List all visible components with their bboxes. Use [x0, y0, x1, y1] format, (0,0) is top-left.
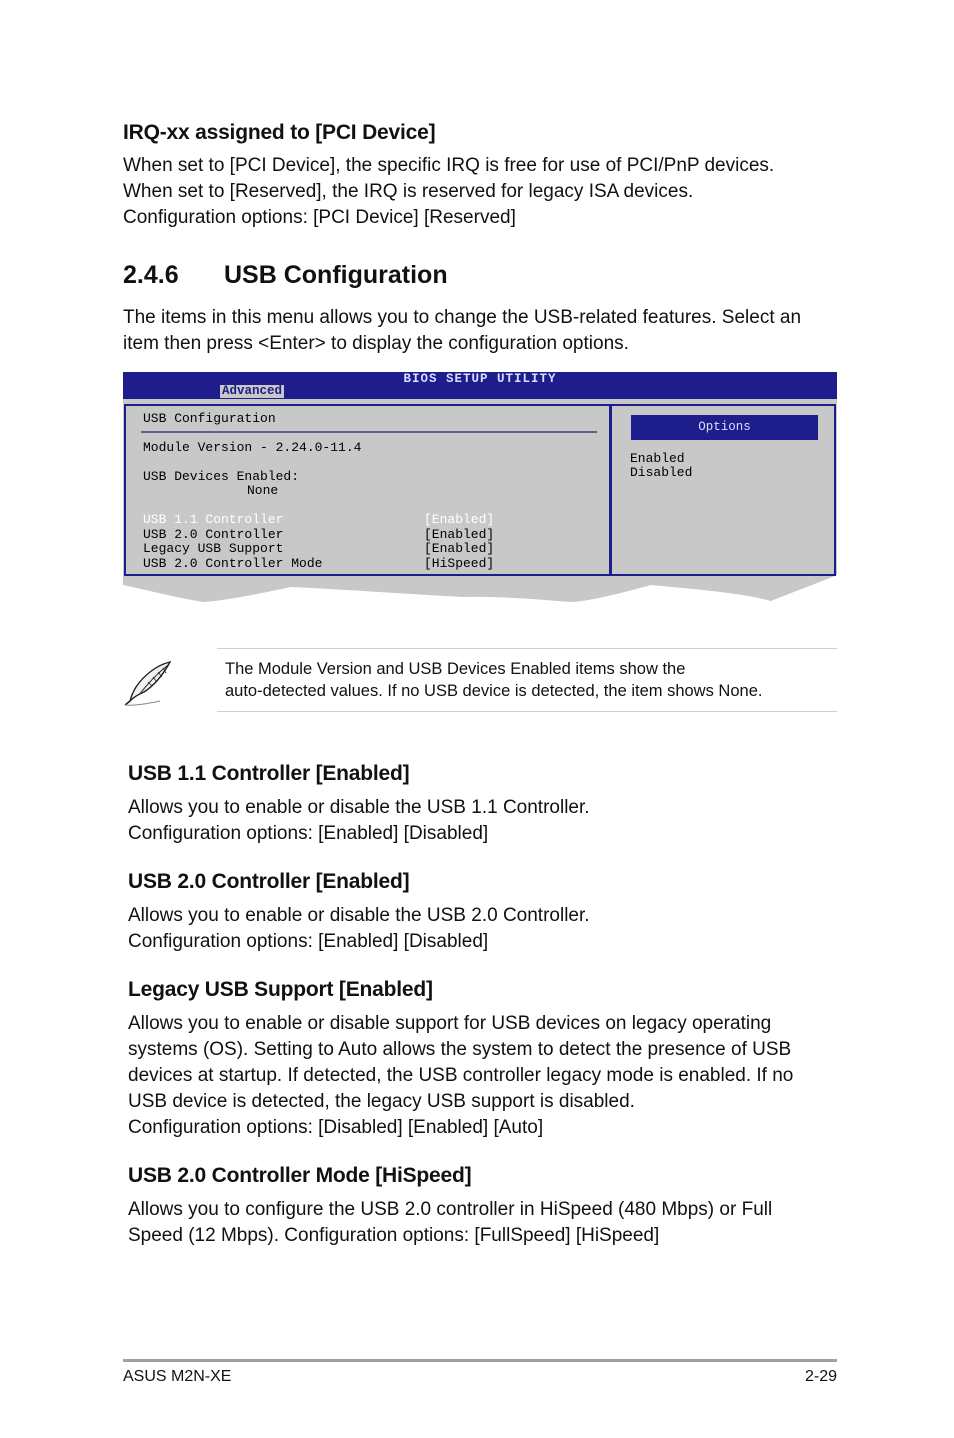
bios-item-mode-value[interactable]: [HiSpeed]	[424, 556, 495, 571]
bios-option-disabled[interactable]: Disabled	[630, 465, 693, 480]
footer-product: ASUS M2N-XE	[123, 1368, 232, 1385]
bios-item-usb20-label[interactable]: USB 2.0 Controller	[143, 527, 284, 542]
section-title: USB Configuration	[224, 261, 448, 289]
usb20-description	[128, 903, 590, 955]
section-number: 2.4.6	[123, 261, 179, 289]
irq-line: When set to [PCI Device], the specific IRQ is free for use of PCI/PnP devices.	[123, 155, 775, 176]
bios-item-legacy-value[interactable]: [Enabled]	[424, 541, 495, 556]
bios-tab-advanced[interactable]: Advanced	[222, 384, 283, 398]
mode-line: Allows you to configure the USB 2.0 controller in HiSpeed (480 Mbps) or Full	[128, 1199, 773, 1220]
mode-line: Speed (12 Mbps). Configuration options: [FullSpeed] [HiSpeed]	[128, 1225, 660, 1246]
usb20-line: Allows you to enable or disable the USB 2.0 Controller.	[128, 905, 590, 926]
irq-description	[123, 153, 774, 231]
note-text	[225, 658, 762, 702]
intro-line: item then press <Enter> to display the configuration options.	[123, 333, 629, 354]
bios-options-header: Options	[631, 415, 818, 440]
mode-heading: USB 2.0 Controller Mode [HiSpeed]	[128, 1164, 472, 1187]
mode-description	[128, 1197, 772, 1249]
irq-heading: IRQ-xx assigned to [PCI Device]	[123, 121, 436, 144]
legacy-line: devices at startup. If detected, the USB controller legacy mode is enabled. If no	[128, 1065, 794, 1086]
legacy-heading: Legacy USB Support [Enabled]	[128, 978, 433, 1001]
irq-line: Configuration options: [PCI Device] [Reserved]	[123, 207, 516, 228]
bios-header-bar	[123, 372, 837, 399]
section-intro	[123, 305, 801, 357]
note-bottom-rule	[217, 711, 837, 712]
bios-item-usb11-label[interactable]: USB 1.1 Controller	[143, 512, 284, 527]
legacy-description	[128, 1011, 793, 1141]
usb11-description	[128, 795, 590, 847]
note-line: auto-detected values. If no USB device is detected, the item shows None.	[225, 682, 763, 700]
bios-title: BIOS SETUP UTILITY	[403, 372, 557, 386]
bios-section-title: USB Configuration	[143, 411, 276, 426]
bios-item-usb11-value[interactable]: [Enabled]	[424, 512, 495, 527]
bios-devices-value: None	[247, 483, 279, 498]
usb20-line: Configuration options: [Enabled] [Disabled]	[128, 931, 489, 952]
quill-pen-icon	[122, 659, 176, 707]
bios-devices-label: USB Devices Enabled:	[143, 469, 300, 484]
bios-option-enabled[interactable]: Enabled	[630, 451, 685, 466]
intro-line: The items in this menu allows you to change the USB-related features. Select an	[123, 307, 802, 328]
legacy-line: USB device is detected, the legacy USB support is disabled.	[128, 1091, 635, 1112]
legacy-line: Configuration options: [Disabled] [Enabled] [Auto]	[128, 1117, 544, 1138]
bios-item-usb20-value[interactable]: [Enabled]	[424, 527, 495, 542]
bios-item-legacy-label[interactable]: Legacy USB Support	[143, 541, 284, 556]
usb20-heading: USB 2.0 Controller [Enabled]	[128, 870, 410, 893]
irq-line: When set to [Reserved], the IRQ is reserved for legacy ISA devices.	[123, 181, 694, 202]
legacy-line: Allows you to enable or disable support for USB devices on legacy operating	[128, 1013, 772, 1034]
bios-item-mode-label[interactable]: USB 2.0 Controller Mode	[143, 556, 323, 571]
legacy-line: systems (OS). Setting to Auto allows the system to detect the presence of USB	[128, 1039, 792, 1060]
footer-page-number: 2-29	[804, 1368, 837, 1385]
usb11-line: Allows you to enable or disable the USB 1.1 Controller.	[128, 797, 590, 818]
note-line: The Module Version and USB Devices Enabled items show the	[225, 660, 686, 678]
bios-module-version: Module Version - 2.24.0-11.4	[143, 440, 362, 455]
usb11-line: Configuration options: [Enabled] [Disabled]	[128, 823, 489, 844]
usb11-heading: USB 1.1 Controller [Enabled]	[128, 762, 410, 785]
footer-rule	[123, 1359, 837, 1362]
note-top-rule	[217, 648, 837, 649]
